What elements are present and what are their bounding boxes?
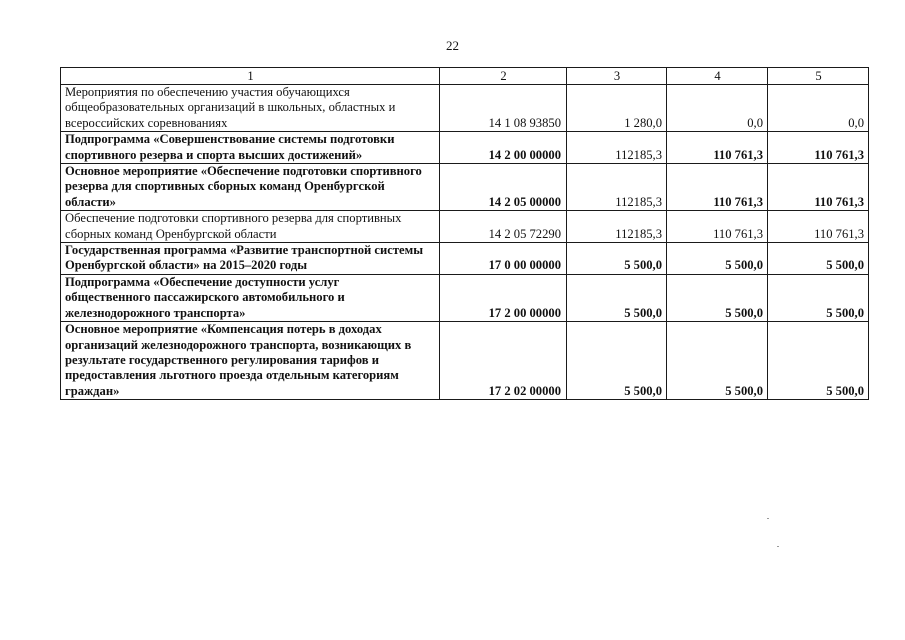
row-code: 17 2 02 00000: [440, 322, 567, 400]
row-name: Обеспечение подготовки спортивного резерва для спортивных сборных команд Оренбургской области: [61, 211, 440, 243]
row-name: Мероприятия по обеспечению участия обучающихся общеобразовательных организаций в школьных, областных и всероссийских соревнованиях: [61, 85, 440, 132]
row-value-3: 112185,3: [567, 132, 667, 164]
table-header-row: [61, 68, 869, 85]
table-row: [61, 164, 869, 211]
page-number: 22: [446, 38, 459, 53]
row-code: 14 2 05 00000: [440, 164, 567, 211]
row-value-5: 110 761,3: [768, 211, 869, 243]
row-value-3: 112185,3: [567, 164, 667, 211]
row-value-5: 110 761,3: [768, 164, 869, 211]
row-value-4: 110 761,3: [667, 164, 768, 211]
row-value-4: 5 500,0: [667, 243, 768, 275]
row-value-5: 5 500,0: [768, 322, 869, 400]
table-row: [61, 132, 869, 164]
row-code: 17 0 00 00000: [440, 243, 567, 275]
table-row: [61, 322, 869, 400]
row-code: 14 1 08 93850: [440, 85, 567, 132]
row-value-5: 5 500,0: [768, 274, 869, 321]
row-code: 14 2 00 00000: [440, 132, 567, 164]
row-name: Основное мероприятие «Обеспечение подготовки спортивного резерва для спортивных сборных команд Оренбургской области»: [61, 164, 440, 211]
row-value-4: 0,0: [667, 85, 768, 132]
header-col-3: 3: [567, 68, 667, 85]
header-col-4: 4: [667, 68, 768, 85]
row-value-5: 5 500,0: [768, 243, 869, 275]
row-value-3: 1 280,0: [567, 85, 667, 132]
header-col-2: 2: [440, 68, 567, 85]
row-name: Подпрограмма «Совершенствование системы подготовки спортивного резерва и спорта высших достижений»: [61, 132, 440, 164]
row-value-3: 5 500,0: [567, 243, 667, 275]
table-row: [61, 274, 869, 321]
row-value-5: 110 761,3: [768, 132, 869, 164]
row-value-3: 5 500,0: [567, 322, 667, 400]
row-name: Основное мероприятие «Компенсация потерь в доходах организаций железнодорожного транспорта, возникающих в результате государственного регулирования тарифов и предоставления льготного проезда отдельным категориям граждан»: [61, 322, 440, 400]
budget-table: [60, 67, 869, 400]
scan-speck: [777, 546, 779, 547]
row-name: Государственная программа «Развитие транспортной системы Оренбургской области» на 2015–2020 годы: [61, 243, 440, 275]
header-col-5: 5: [768, 68, 869, 85]
row-value-4: 110 761,3: [667, 211, 768, 243]
scan-speck: [767, 518, 769, 519]
table-row: [61, 85, 869, 132]
table-row: [61, 243, 869, 275]
row-value-3: 112185,3: [567, 211, 667, 243]
row-name: Подпрограмма «Обеспечение доступности услуг общественного пассажирского автомобильного и железнодорожного транспорта»: [61, 274, 440, 321]
row-value-4: 5 500,0: [667, 322, 768, 400]
row-value-3: 5 500,0: [567, 274, 667, 321]
row-code: 17 2 00 00000: [440, 274, 567, 321]
row-code: 14 2 05 72290: [440, 211, 567, 243]
row-value-5: 0,0: [768, 85, 869, 132]
row-value-4: 110 761,3: [667, 132, 768, 164]
table-row: [61, 211, 869, 243]
header-col-1: 1: [61, 68, 440, 85]
row-value-4: 5 500,0: [667, 274, 768, 321]
